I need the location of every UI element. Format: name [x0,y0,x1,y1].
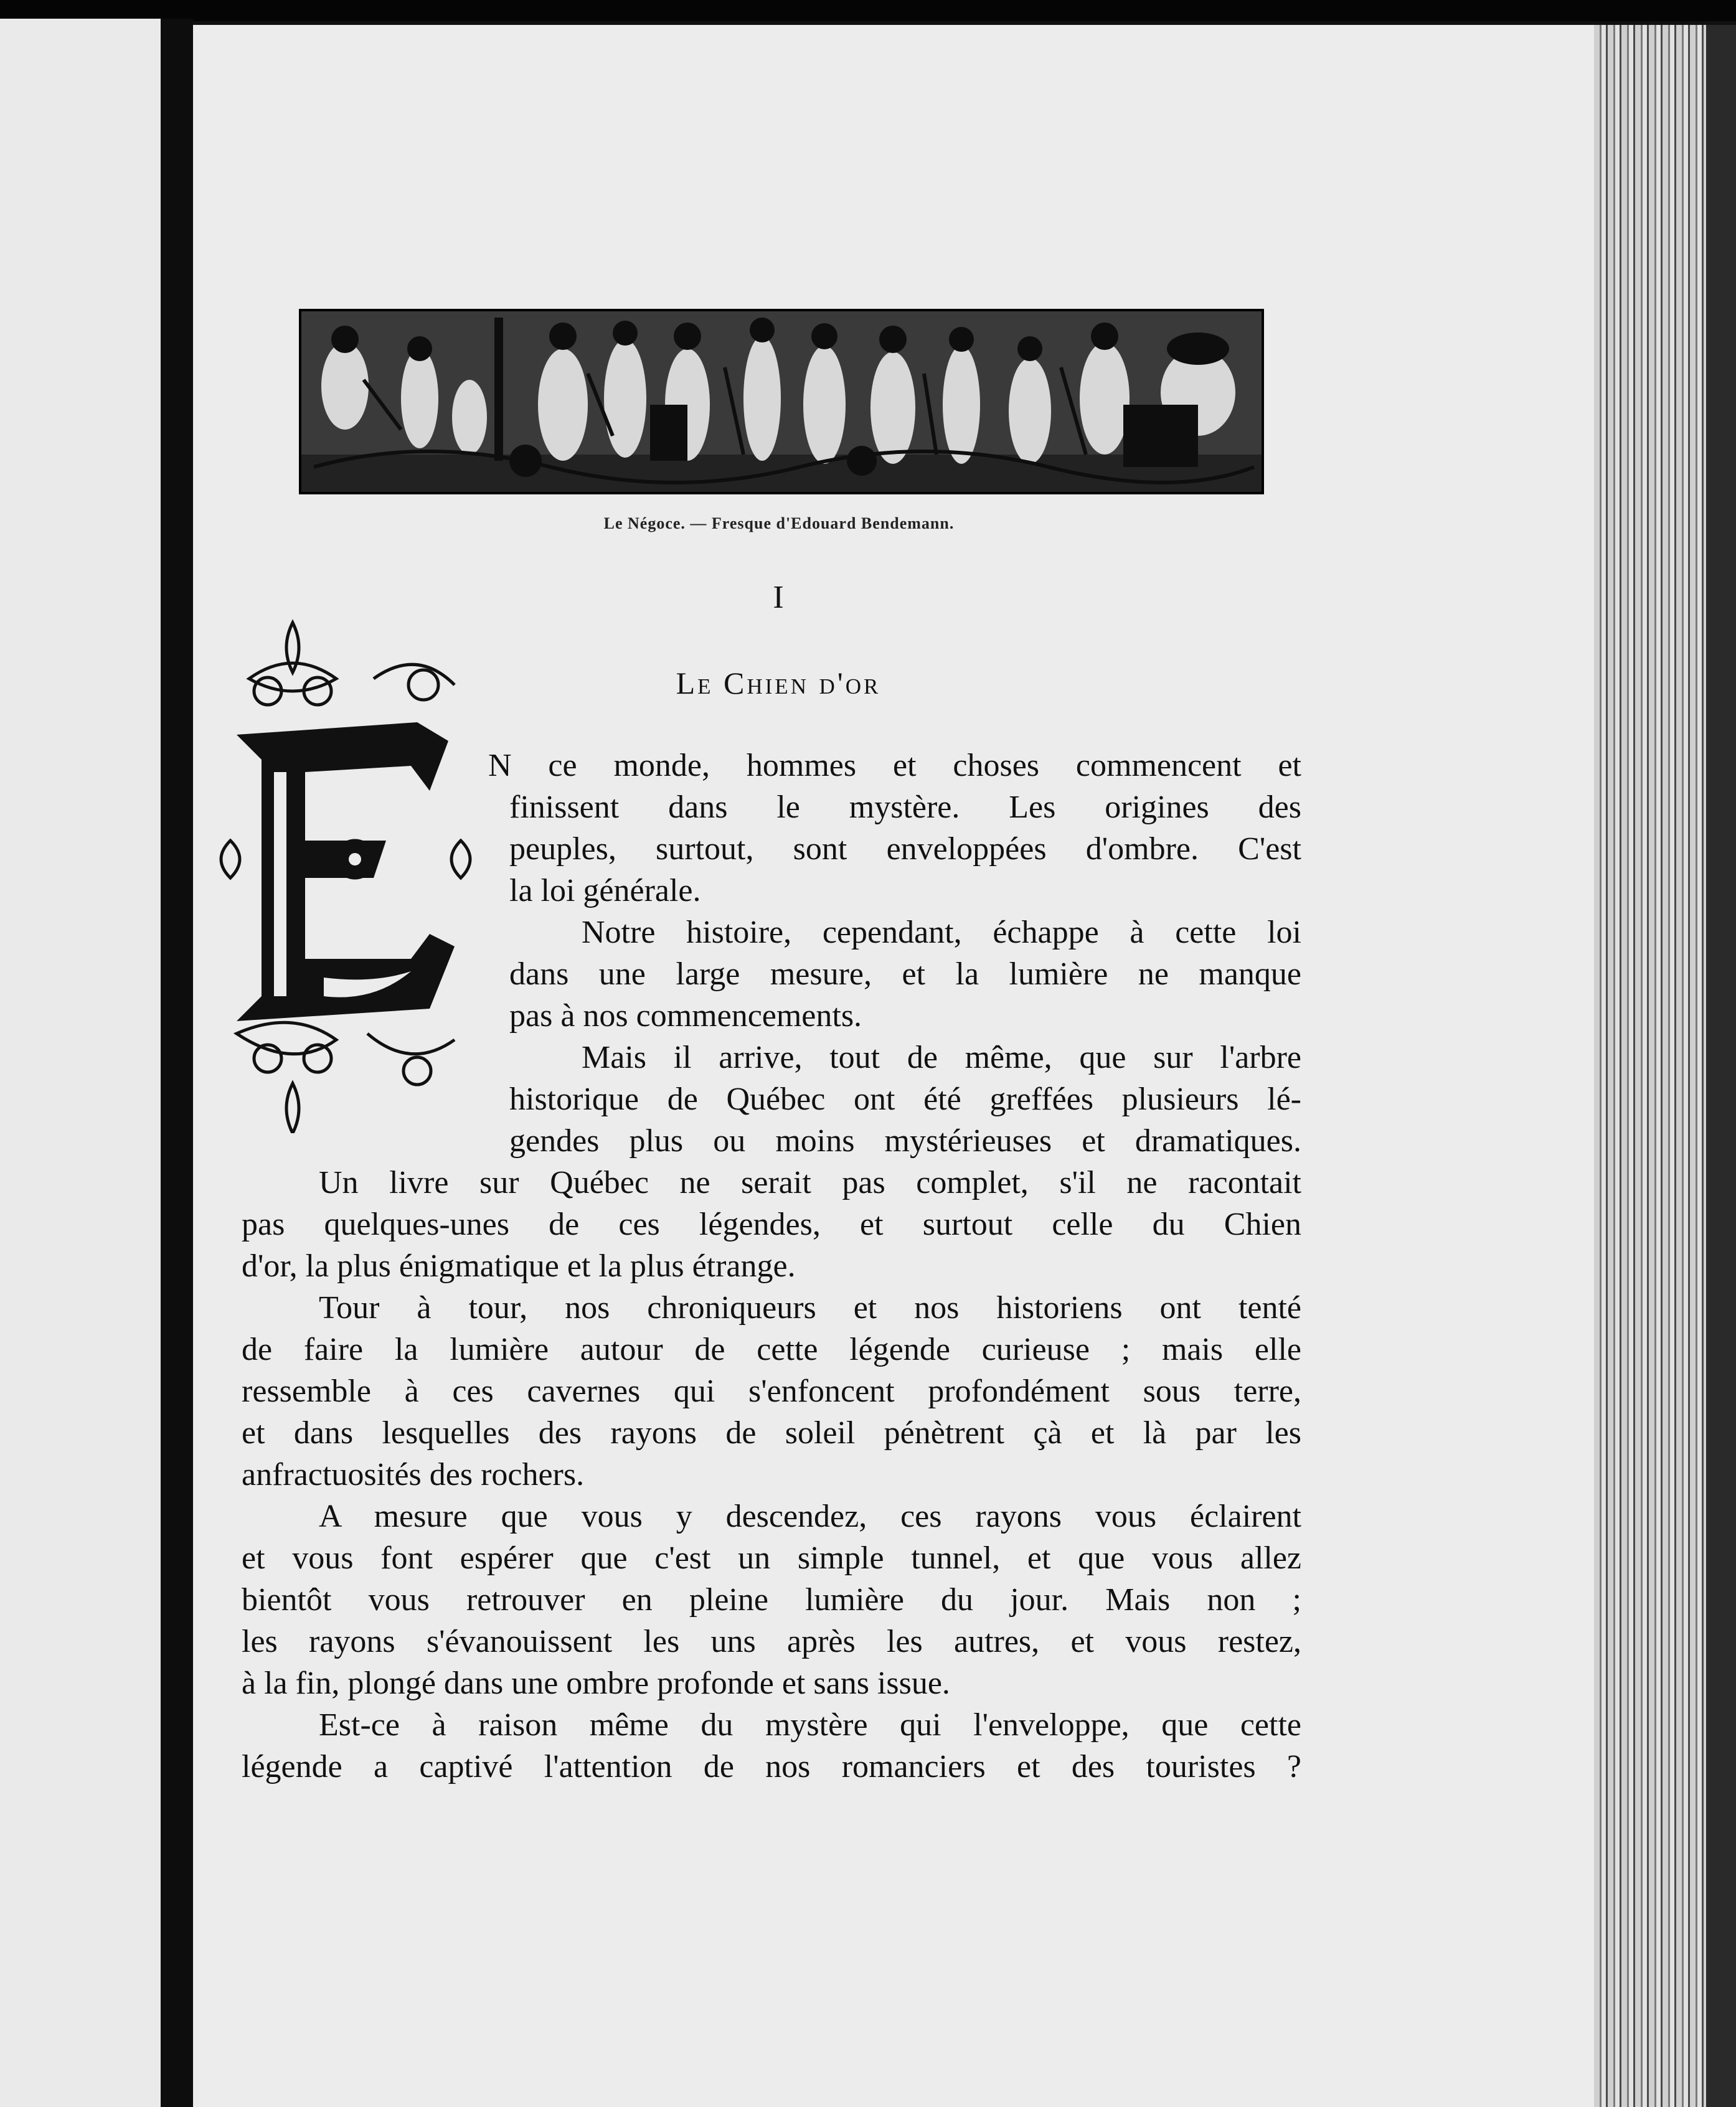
text-line: historique de Québec ont été greffées plusieurs lé- [509,1082,1301,1117]
body-paragraphs [242,1162,1301,1788]
text-line: A mesure que vous y descendez, ces rayons vous éclairent [319,1499,1301,1534]
text-line: Tour à tour, nos chroniqueurs et nos historiens ont tenté [319,1290,1301,1326]
text-line: à la fin, plongé dans une ombre profonde et sans issue. [242,1666,950,1701]
text-line: Est-ce à raison même du mystère qui l'enveloppe, que cette [319,1707,1301,1743]
book-gutter [161,19,193,2107]
text-line: et vous font espérer que c'est un simple tunnel, et que vous allez [242,1540,1301,1576]
text-line: et dans lesquelles des rayons de soleil pénètrent çà et là par les [242,1415,1301,1451]
text-line: légende a captivé l'attention de nos romanciers et des touristes ? [242,1749,1301,1784]
text-line: bientôt vous retrouver en pleine lumière du jour. Mais non ; [242,1582,1301,1618]
text-line: Notre histoire, cependant, échappe à cette loi [582,915,1301,950]
left-page-edge [0,19,161,2107]
text-line: pas quelques-unes de ces légendes, et surtout celle du Chien [242,1207,1301,1242]
ornamental-drop-cap [212,610,479,1133]
text-line: peuples, surtout, sont enveloppées d'ombre. C'est [509,831,1301,867]
text-line: dans une large mesure, et la lumière ne manque [509,956,1301,992]
fresco-illustration [299,309,1264,494]
drop-cap-paragraph-block [479,745,1301,1162]
illustration-caption: Le Négoce. — Fresque d'Edouard Bendemann. [603,514,955,532]
text-line: ressemble à ces cavernes qui s'enfoncent profondément sous terre, [242,1374,1301,1409]
text-line: la loi générale. [509,873,701,908]
chapter-title: Le Chien d'or [676,666,881,700]
text-line: d'or, la plus énigmatique et la plus étrange. [242,1248,796,1284]
text-line: N ce monde, hommes et choses commencent et [488,748,1301,783]
page-fore-edge-shadow [1706,25,1736,2107]
text-line: anfractuosités des rochers. [242,1457,585,1492]
text-line: finissent dans le mystère. Les origines des [509,790,1301,825]
chapter-number: I [773,580,784,615]
text-line: de faire la lumière autour de cette légende curieuse ; mais elle [242,1332,1301,1367]
text-line: gendes plus ou moins mystérieuses et dramatiques. [509,1123,1301,1159]
text-line: les rayons s'évanouissent les uns après les autres, et vous restez, [242,1624,1301,1659]
text-line: pas à nos commencements. [509,998,862,1034]
text-line: Mais il arrive, tout de même, que sur l'arbre [582,1040,1301,1075]
text-line: Un livre sur Québec ne serait pas complet, s'il ne racontait [319,1165,1301,1200]
scan-top-border [0,0,1736,21]
